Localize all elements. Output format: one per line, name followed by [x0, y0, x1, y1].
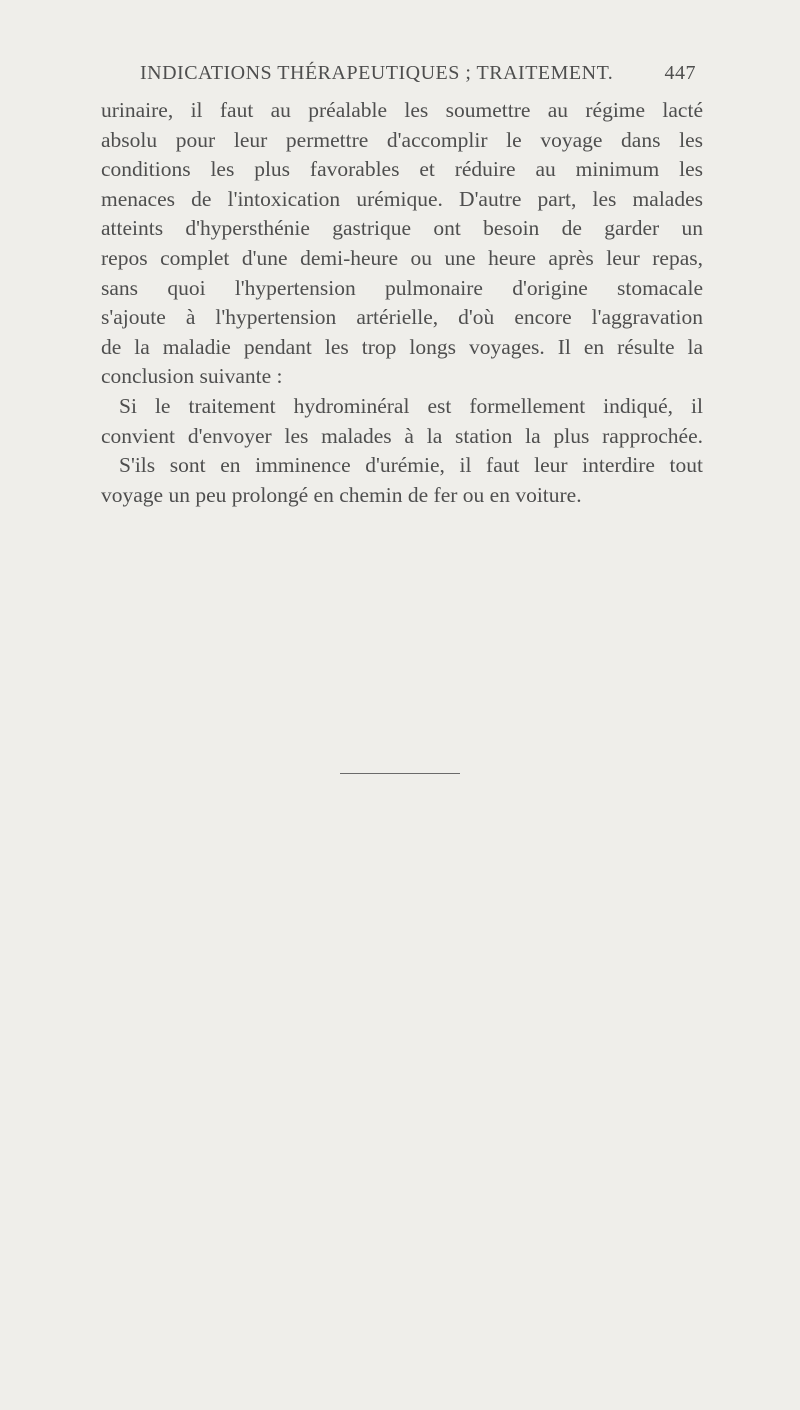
text-line: Si le traitement hydrominéral est formellement indiqué, il — [119, 393, 703, 418]
text-line: s'ajoute à l'hypertension artérielle, d'où encore l'aggravation — [101, 305, 703, 330]
text-line: atteints d'hypersthénie gastrique ont besoin de garder un — [101, 216, 703, 241]
text-line: menaces de l'intoxication urémique. D'autre part, les malades — [101, 186, 703, 211]
section-divider — [340, 773, 460, 774]
text-line: de la maladie pendant les trop longs voyages. Il en résulte la — [101, 334, 703, 359]
text-line: repos complet d'une demi-heure ou une heure après leur repas, — [101, 245, 703, 270]
page-header — [140, 62, 696, 86]
body-text — [101, 96, 703, 510]
text-line: convient d'envoyer les malades à la station la plus rapprochée. — [101, 423, 703, 448]
text-line: voyage un peu prolongé en chemin de fer ou en voiture. — [101, 482, 582, 507]
text-line: S'ils sont en imminence d'urémie, il faut leur interdire tout — [119, 453, 703, 478]
running-title: INDICATIONS THÉRAPEUTIQUES ; TRAITEMENT. — [140, 62, 614, 84]
text-line: absolu pour leur permettre d'accomplir le voyage dans les — [101, 127, 703, 152]
text-line: sans quoi l'hypertension pulmonaire d'origine stomacale — [101, 275, 703, 300]
text-line: conditions les plus favorables et réduire au minimum les — [101, 157, 703, 182]
page-number: 447 — [664, 62, 696, 84]
text-line: conclusion suivante : — [101, 364, 283, 389]
text-line: urinaire, il faut au préalable les soumettre au régime lacté — [101, 98, 703, 122]
